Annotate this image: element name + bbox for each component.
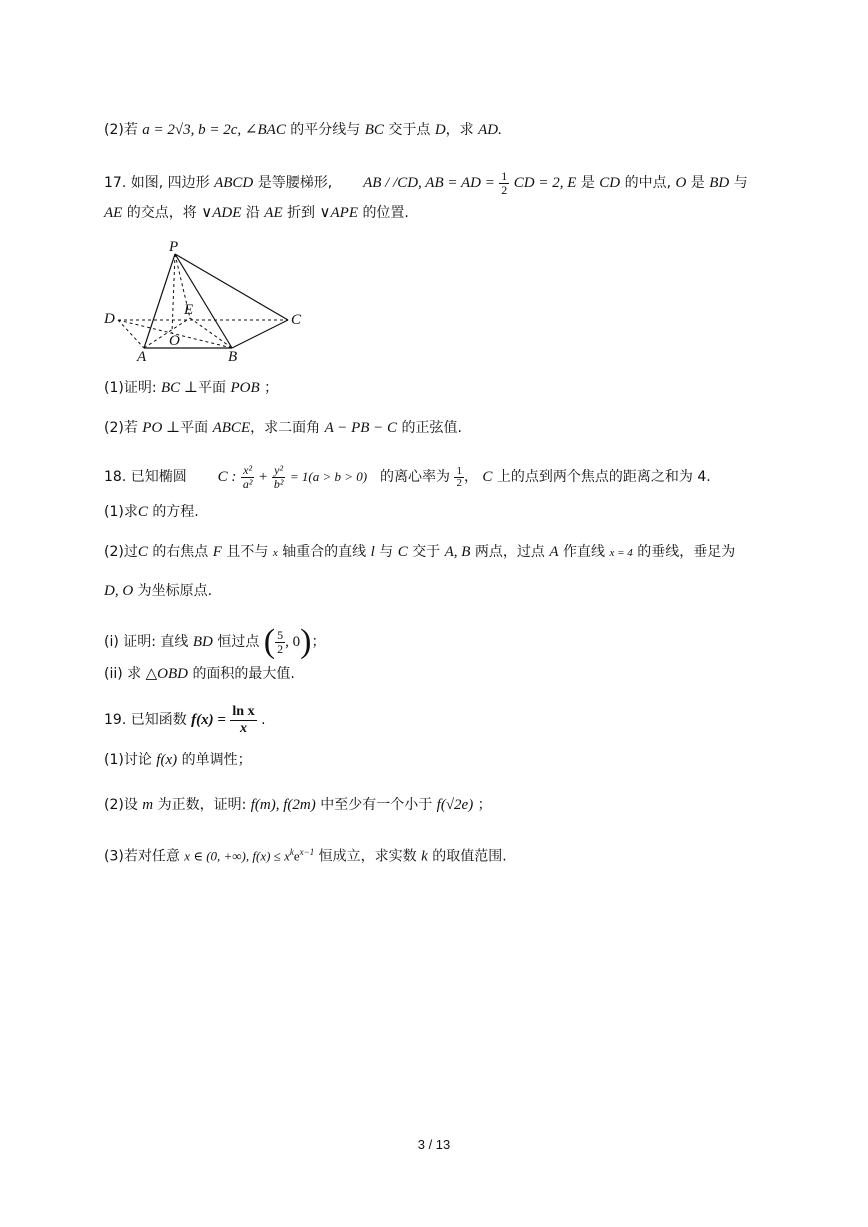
- q18-stem: [104, 458, 711, 496]
- q17-text: 的中点,: [624, 175, 672, 191]
- q17-text: 沿: [245, 205, 260, 221]
- q17-part2: [104, 418, 462, 438]
- label-e: E: [184, 302, 194, 318]
- q18-text: ，: [463, 469, 478, 485]
- frac-den: x: [240, 720, 248, 736]
- q17-p2-prefix: (2)若: [104, 420, 138, 436]
- q18-text: 的离心率为: [380, 469, 451, 485]
- q17-text: ，求二面角: [250, 420, 321, 436]
- q18-point-frac: [275, 629, 285, 656]
- q18-x: x: [272, 547, 278, 559]
- frac-num: 5: [277, 627, 284, 642]
- label-o: O: [169, 333, 180, 349]
- q18-p2-prefix: (2)过: [104, 544, 138, 560]
- q18-part-ii: [104, 664, 295, 684]
- q18-tri: △OBD: [145, 666, 188, 682]
- q18-c: C: [397, 544, 408, 560]
- q18-eq: = 1(a > b > 0): [289, 469, 368, 484]
- q17-text: 平面: [198, 380, 227, 396]
- pyramid-figure: [100, 238, 320, 366]
- q18-p1-prefix: (1)求: [104, 504, 138, 520]
- q19-expr2: f(√2e): [436, 797, 474, 813]
- q19-k: k: [421, 848, 428, 865]
- q18-text: 恒过点: [217, 634, 260, 650]
- frac-num: 1: [456, 464, 462, 477]
- q17-fraction: [499, 170, 509, 197]
- frac-den: 2: [501, 182, 508, 197]
- q19-number: 19. 已知函数: [104, 712, 187, 728]
- q18-c: C :: [217, 469, 237, 485]
- q17-ape: ∨APE: [319, 205, 358, 221]
- q17-stem-line1: [104, 166, 748, 200]
- q17-ae: AE: [264, 205, 283, 221]
- q19-text: 的取值范围.: [432, 848, 507, 865]
- q18-c2: C: [482, 469, 493, 485]
- frac-num: x²: [241, 464, 255, 478]
- q18-pi-prefix: (i) 证明: 直线: [104, 634, 189, 650]
- q17-text: 的交点，将: [126, 205, 197, 221]
- q17-p1-plane: POB: [230, 380, 260, 396]
- q17-text: ；: [264, 380, 279, 396]
- q17-text: 折到: [287, 205, 316, 221]
- frac-num: 1: [501, 168, 508, 183]
- q18-ab: A, B: [444, 544, 471, 560]
- q18-text: ；: [311, 634, 326, 650]
- q18-part2-line1: [104, 542, 735, 563]
- q18-text: 上的点到两个焦点的距离之和为 4.: [496, 469, 711, 485]
- q19-p3-exp: x−1: [299, 847, 315, 857]
- label-b: B: [228, 349, 238, 365]
- q17-part1: [104, 378, 278, 398]
- q18-p1-c: C: [137, 504, 148, 520]
- q19-p3-k: k: [289, 847, 294, 857]
- q18-number: 18. 已知椭圆: [104, 469, 187, 485]
- label-d: D: [104, 311, 115, 327]
- q19-m: m: [142, 797, 154, 813]
- q17-condition: AB / /CD, AB = AD =: [363, 175, 495, 191]
- frac-den: 2: [277, 641, 284, 656]
- edge-eb-dashed: [190, 318, 232, 348]
- q17-number: 17. 如图, 四边形: [104, 175, 210, 191]
- q19-stem: [104, 700, 266, 740]
- q18-text: 的右焦点: [152, 544, 209, 560]
- q18-a: A: [549, 544, 559, 560]
- q16-text: 的平分线与: [290, 122, 361, 138]
- q18-c: C: [137, 544, 148, 560]
- q19-dot: .: [261, 712, 266, 728]
- edge-ae-dashed: [144, 318, 190, 348]
- q19-frac: [230, 704, 256, 737]
- q16-ad: AD.: [478, 122, 502, 138]
- q19-expr: f(m), f(2m): [250, 797, 316, 813]
- q18-do: D, O: [104, 583, 134, 599]
- q17-text: 是: [580, 175, 595, 191]
- q18-x-frac: [241, 464, 255, 491]
- label-c: C: [291, 312, 302, 328]
- q17-ade: ∨ADE: [201, 205, 242, 221]
- q19-part2: [104, 795, 492, 815]
- q17-cd: CD: [599, 175, 621, 191]
- q18-text: 且不与: [226, 544, 269, 560]
- label-a: A: [137, 349, 147, 365]
- q17-text: 的位置.: [362, 205, 409, 221]
- q19-p3-expr: x ∈ (0, +∞), f(x) ≤ x: [184, 848, 290, 864]
- q17-stem-line2: [104, 203, 409, 223]
- q18-point-left-paren: (: [263, 623, 276, 660]
- q18-f: F: [212, 544, 222, 560]
- frac-den: a²: [242, 476, 253, 491]
- q18-plus: +: [258, 469, 268, 485]
- q18-y-frac: [272, 464, 286, 491]
- q18-text: 两点，过点: [474, 544, 545, 560]
- q19-part3: [104, 842, 507, 867]
- q18-pii-prefix: (ii) 求: [104, 666, 142, 682]
- frac-den: 2: [456, 476, 462, 489]
- frac-num: y²: [272, 464, 286, 478]
- q17-abcd: ABCD: [214, 175, 254, 191]
- q19-p2-prefix: (2)设: [104, 797, 138, 813]
- q16-text: 交于点: [388, 122, 431, 138]
- q18-point-right-paren: ): [300, 623, 312, 660]
- q16-bc: BC: [364, 122, 384, 138]
- q17-text: 与: [733, 175, 748, 191]
- q17-text: 平面: [180, 420, 209, 436]
- q18-l: l: [370, 544, 375, 560]
- q17-ae: AE: [104, 205, 123, 221]
- q17-p1-expr: BC ⊥: [161, 380, 199, 396]
- q18-part-i: [104, 618, 325, 666]
- q17-bd: BD: [709, 175, 730, 191]
- label-p: P: [169, 239, 179, 255]
- q17-text: 是等腰梯形,: [257, 175, 333, 191]
- q18-text: 作直线: [563, 544, 605, 560]
- q17-o: O: [675, 175, 687, 191]
- q16-text: ，求: [445, 122, 474, 138]
- q19-text: 为正数，证明:: [157, 797, 247, 813]
- frac-num: ln x: [232, 703, 255, 719]
- q18-part1: [104, 502, 199, 522]
- q19-text: 的单调性；: [181, 752, 252, 768]
- q18-part2-line2: [104, 581, 212, 601]
- q19-text: ；: [477, 797, 492, 813]
- q16-part2-condition: a = 2√3, b = 2c, ∠BAC: [142, 122, 286, 138]
- q18-text: 与: [379, 544, 394, 560]
- q19-part1: [104, 750, 252, 770]
- q18-text: 的方程.: [152, 504, 199, 520]
- q18-text: 为坐标原点.: [137, 583, 213, 599]
- q17-text: 是: [690, 175, 705, 191]
- q19-p1-prefix: (1)讨论: [104, 752, 152, 768]
- page-number: 3 / 13: [417, 1137, 451, 1152]
- q19-text: 中至少有一个小于: [320, 797, 433, 813]
- q19-p3-prefix: (3)若对任意: [104, 848, 180, 865]
- q17-p1-prefix: (1)证明:: [104, 380, 157, 396]
- q18-bd: BD: [192, 634, 213, 650]
- edge-po-dashed: [172, 254, 175, 333]
- q17-p2-expr: PO ⊥: [142, 420, 181, 436]
- q18-text: 交于: [412, 544, 441, 560]
- q18-line: x = 4: [609, 547, 633, 559]
- q19-fx: f(x) =: [191, 712, 226, 728]
- q17-text: 的正弦值.: [401, 420, 462, 436]
- q17-condition-right: CD = 2, E: [513, 175, 577, 191]
- q18-text: 的面积的最大值.: [192, 666, 295, 682]
- q16-part2: [104, 120, 502, 140]
- frac-den: b²: [273, 476, 284, 491]
- q19-text: 恒成立，求实数: [318, 848, 417, 865]
- q18-ecc-frac: [454, 466, 464, 489]
- q17-p2-angle: A − PB − C: [324, 420, 398, 436]
- q17-p2-plane: ABCE: [212, 420, 251, 436]
- q18-text: 轴重合的直线: [282, 544, 367, 560]
- edge-da-dashed: [118, 320, 144, 348]
- q16-d: D: [434, 122, 446, 138]
- q19-p3-e: e: [293, 848, 300, 864]
- edge-bc: [232, 320, 288, 348]
- edge-pb: [175, 254, 232, 348]
- q19-f: f(x): [156, 752, 178, 768]
- q18-text: 的垂线，垂足为: [637, 544, 736, 560]
- q18-point-rest: , 0: [285, 634, 301, 650]
- q16-part2-prefix: (2)若: [104, 122, 138, 138]
